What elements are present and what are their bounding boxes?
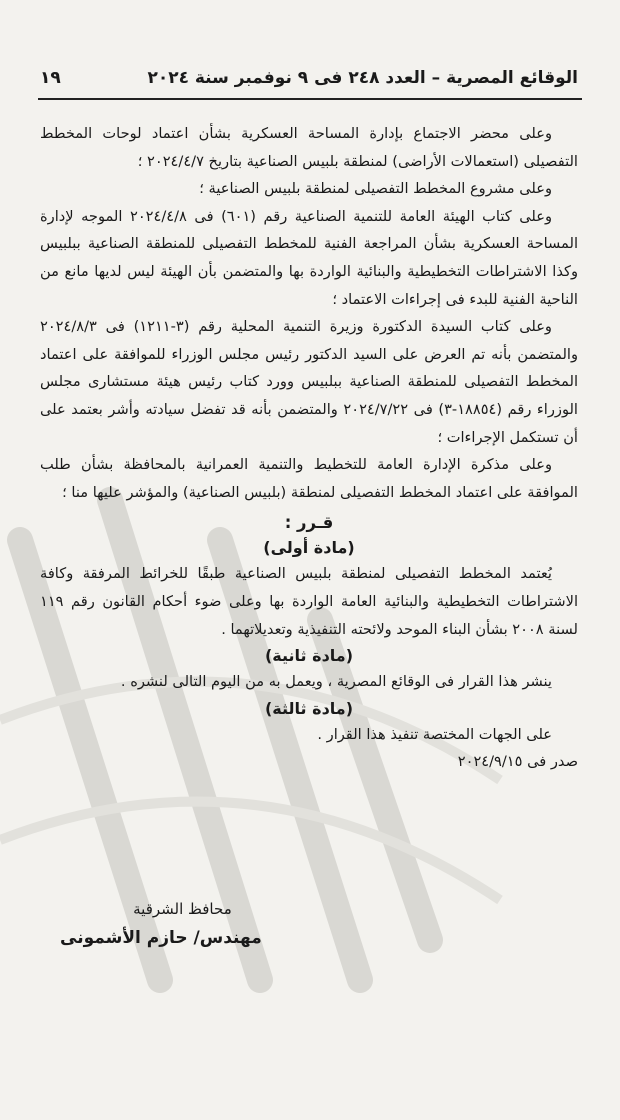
paragraph-4: وعلى كتاب السيدة الدكتورة وزيرة التنمية المحلية رقم (٣-١٢١١) فى ٢٠٢٤/٨/٣ والمتضمن بأنه تم العرض على السيد الدكتور رئيس مجلس الوزراء للموافقة على اعتماد المخطط التفصيلى للمنطقة الصناعية ببلبيس وورد كتاب رئيس هيئة مستشارى مجلس الوزراء رقم (١٨٨٥٤-٣) فى ٢٠٢٤/٧/٢٢ والمتضمن بأنه قد تفضل سيادته وأشر بعتمد على أن تستكمل الإجراءات ؛ (40, 318, 578, 446)
article-3-heading: (مادة ثالثة) (264, 698, 354, 718)
page-header (40, 68, 578, 88)
article-1-heading: (مادة أولى) (263, 538, 355, 558)
decision-title: قـرر : (284, 513, 334, 533)
article-1-text: يُعتمد المخطط التفصيلى لمنطقة بلبيس الصناعية طبقًا للخرائط المرفقة وكافة الاشتراطات التخطيطية والبنائية العامة الواردة بها وعلى ضوء أحكام القانون رقم ١١٩ لسنة ٢٠٠٨ بشأن البناء الموحد ولائحته التنفيذية وتعديلاتهما . (40, 565, 578, 638)
paragraph-1: وعلى محضر الاجتماع بإدارة المساحة العسكرية بشأن اعتماد لوحات المخطط التفصيلى (استعمالات الأراضى) لمنطقة بلبيس الصناعية بتاريخ ٢٠٢٤/٤/٧ ؛ (40, 125, 578, 170)
signature-block (60, 896, 262, 954)
signatory-name: مهندس/ حازم الأشمونى (60, 928, 262, 948)
paragraph-2: وعلى مشروع المخطط التفصيلى لمنطقة بلبيس الصناعية ؛ (199, 180, 552, 198)
paragraph-5: وعلى مذكرة الإدارة العامة للتخطيط والتنمية العمرانية بالمحافظة بشأن طلب الموافقة على اعتماد المخطط التفصيلى لمنطقة (بلبيس الصناعية) والمؤشر عليها منا ؛ (40, 456, 578, 501)
signatory-role: محافظ الشرقية (133, 900, 232, 918)
article-2-heading: (مادة ثانية) (264, 646, 354, 666)
paragraph-3: وعلى كتاب الهيئة العامة للتنمية الصناعية رقم (٦٠١) فى ٢٠٢٤/٤/٨ الموجه لإدارة المساحة العسكرية بشأن المراجعة الفنية للمخطط التفصيلى للمنطقة الصناعية ببلبيس وكذا الاشتراطات التخطيطية والبنائية الواردة بها والمتضمن بأن الهيئة ليس لديها مانع من الناحية الفنية للبدء فى إجراءات الاعتماد ؛ (40, 207, 578, 308)
gazette-title: الوقائع المصرية – العدد ٢٤٨ فى ٩ نوفمبر سنة ٢٠٢٤ (147, 68, 578, 88)
document-body (40, 120, 578, 776)
article-3-text: على الجهات المختصة تنفيذ هذا القرار . (317, 725, 552, 743)
issue-date: صدر فى ٢٠٢٤/٩/١٥ (457, 753, 578, 771)
header-rule (38, 98, 582, 100)
article-2-text: ينشر هذا القرار فى الوقائع المصرية ، ويعمل به من اليوم التالى لنشره . (120, 673, 552, 691)
page-number: ١٩ (40, 68, 61, 88)
